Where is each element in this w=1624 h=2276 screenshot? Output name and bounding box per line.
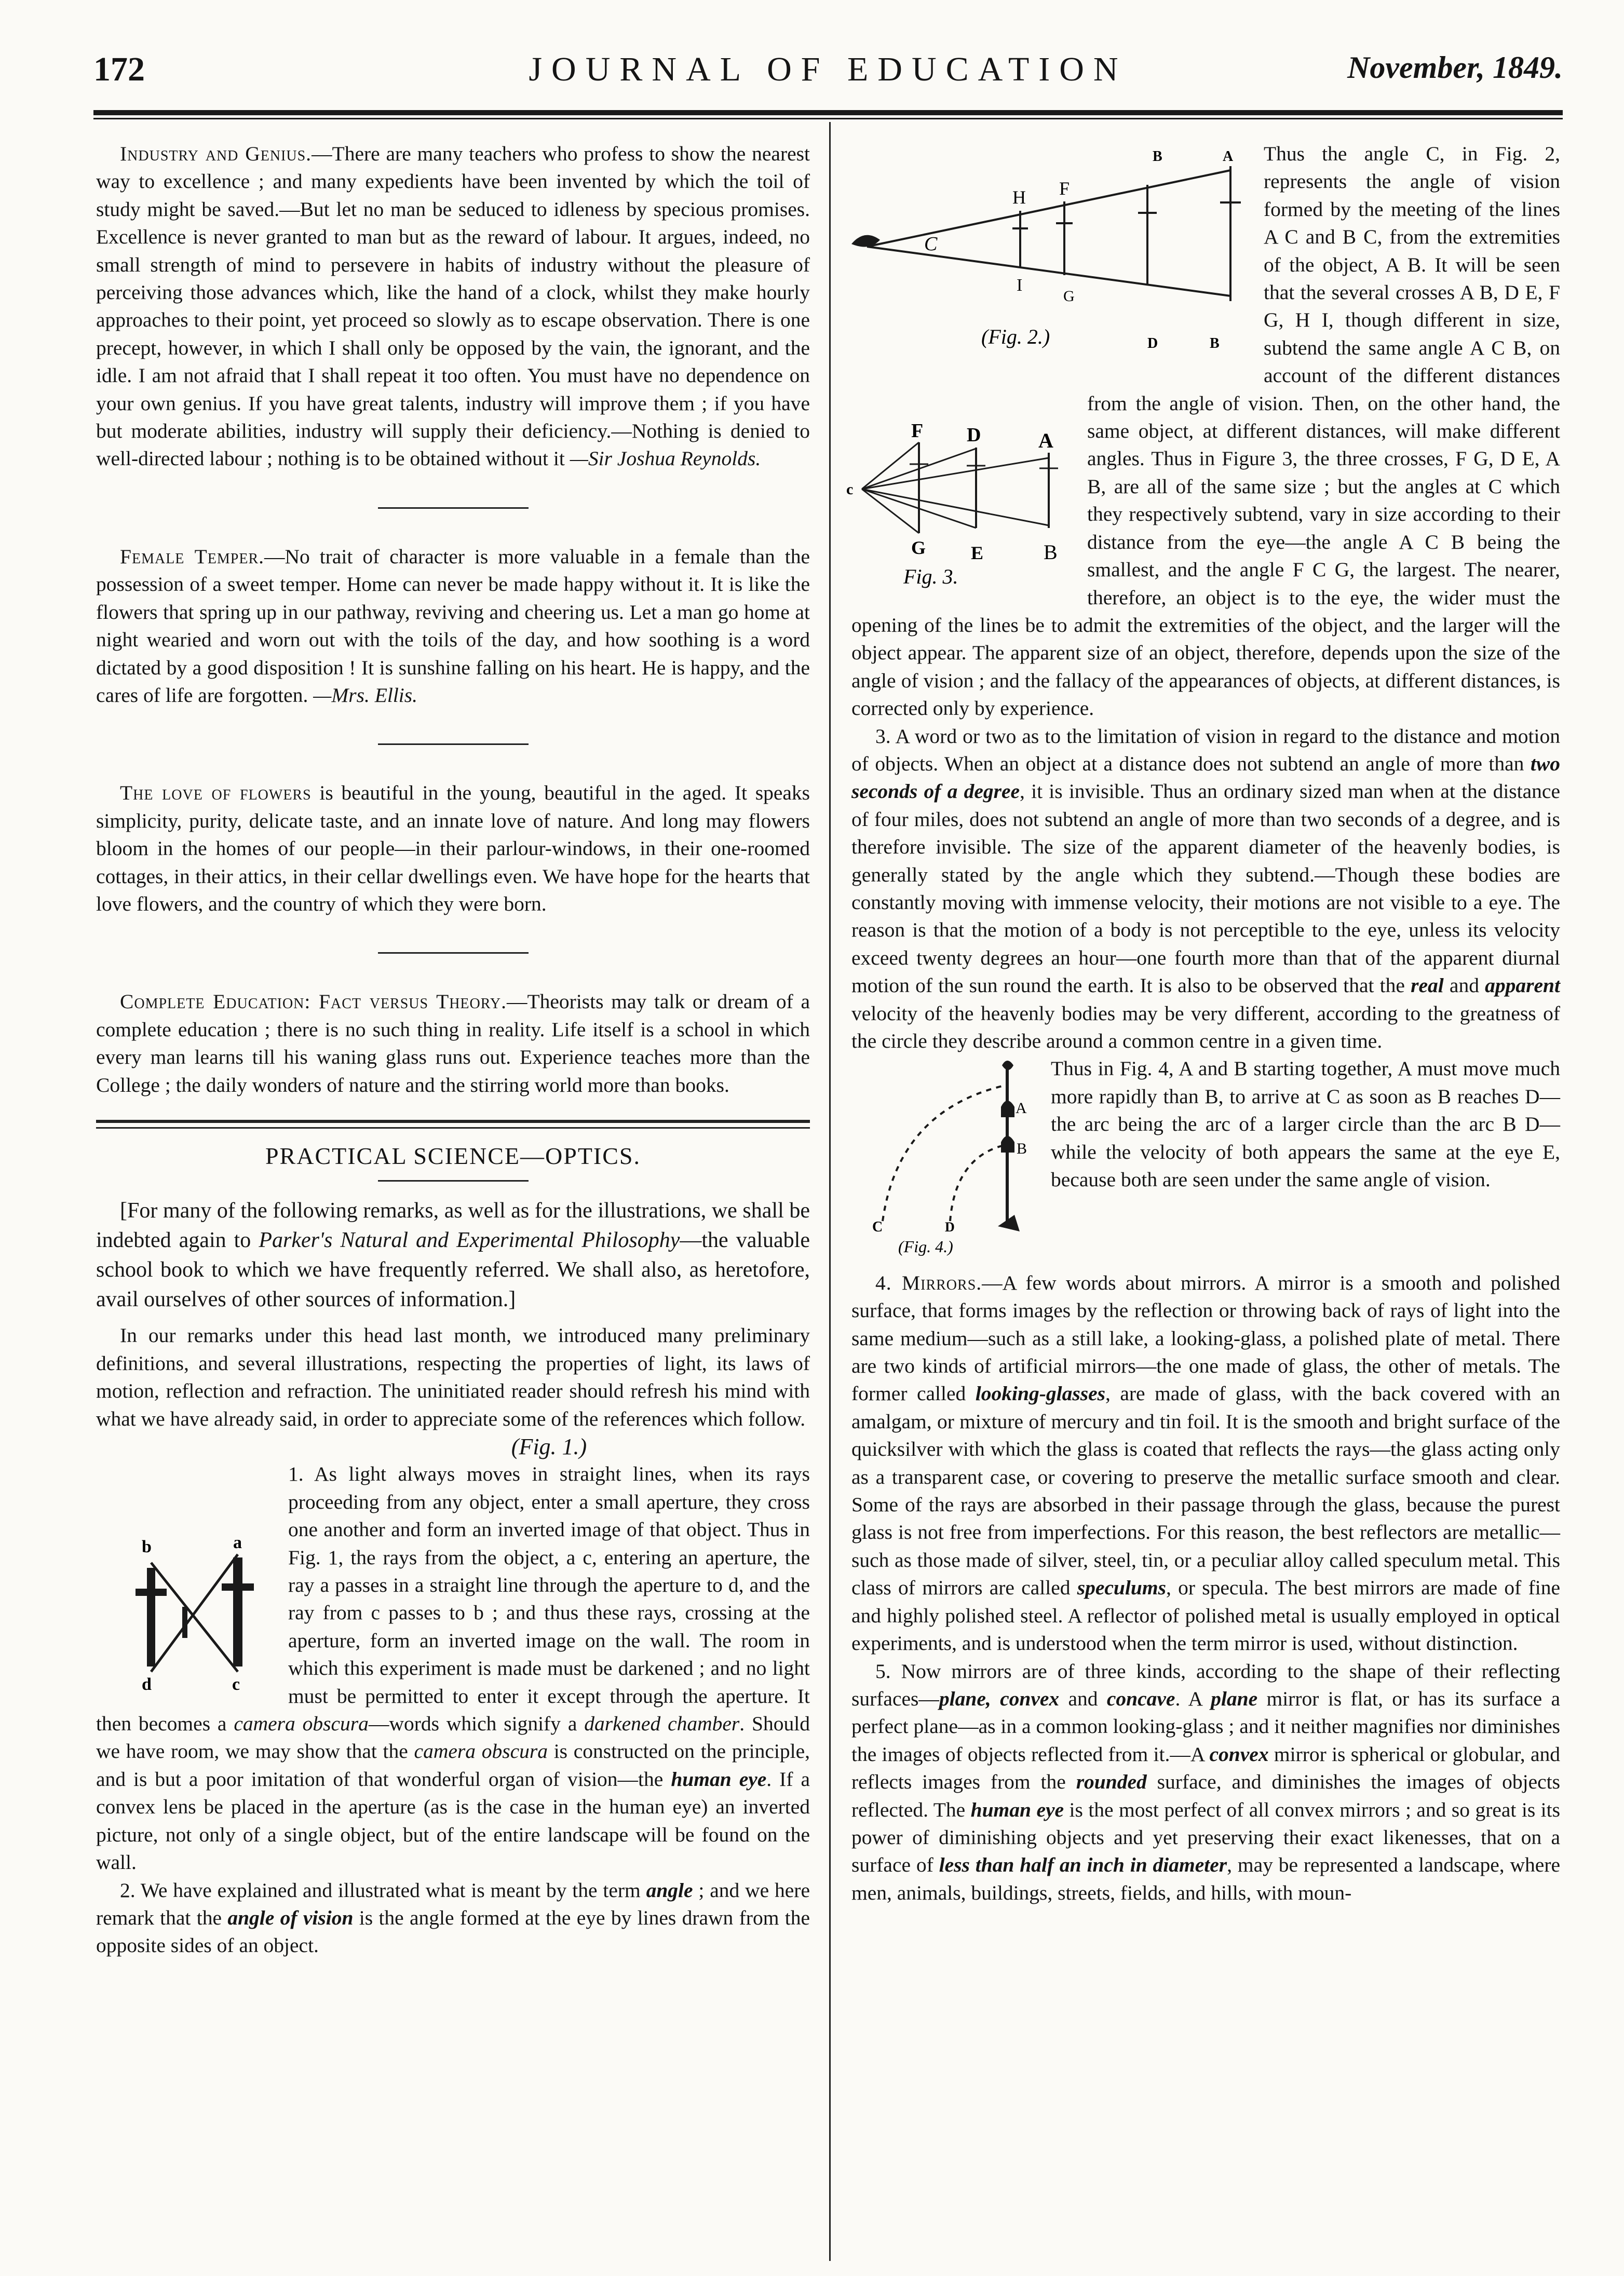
fig1-label-d: d — [142, 1675, 152, 1694]
term-speculums: speculums — [1077, 1576, 1166, 1600]
point-3-text: 3. A word or two as to the limitation of vision in regard to the distance and motion of objects. When an object at a distance does not subtend an angle of more than — [851, 724, 1560, 775]
fig4-arc-large — [883, 1086, 1002, 1221]
figure-3-caption: Fig. 3. — [903, 565, 958, 589]
term-real: real — [1411, 974, 1444, 997]
point-5-text-f: surface, and diminishes the images of objects reflected. The — [851, 1770, 1560, 1821]
article-complete-education — [96, 988, 810, 1099]
term-convex: convex — [1209, 1742, 1269, 1766]
article-body: —No trait of character is more valuable in a female than the possession of a sweet temper. Home can never be made happy without it. It is like the flowers that spring up in our pathway, reviving and cheering us. Let a man go home at night wearied and worn out with the toils of the day, and how soothing is a word dictated by a good disposition ! It is sunshine falling on his heart. He is happy, and the cares of life are forgotten. — [96, 545, 810, 707]
issue-date: November, 1849. — [1347, 50, 1563, 85]
fig3-label-d: D — [967, 424, 981, 446]
fig1-label-a: a — [233, 1533, 242, 1552]
article-author: —Sir Joshua Reynolds. — [564, 447, 761, 470]
fig3-line-cf — [862, 442, 919, 489]
point-1-text-b: —words which signify a — [368, 1712, 585, 1736]
section-heading: PRACTICAL SCIENCE—OPTICS. — [265, 1142, 641, 1169]
point-1-text: 1. As light always moves in straight lines, when its rays proceeding from any object, enter a small aperture, they cross one another and form an inverted image of that object. Thus in Fig. 1, the rays from the object, a c, entering an aperture, the ray a passes in a straight line through the aperture to d, and the ray from c passes to b ; and thus these rays, crossing at the aperture, form an inverted image on the wall. The room in which this experiment is made must be darkened ; and no light must be permitted to enter it except through the aperture. It then becomes a — [96, 1462, 810, 1736]
fig2-line-ac — [867, 170, 1230, 247]
article-author: —Mrs. Ellis. — [313, 683, 418, 707]
point-4-text-b: , are made of glass, with the back covered with an amalgam, or mixture of mercury and tin foil. It is the smooth and bright surface of the quicksilver with which the glass is coated that reflects the rays—the glass acting only as a transparent case, or covering to preserve the metallic surface smooth and clear. Some of the rays are absorbed in their passage through the glass, because the purest glass is not free from imperfections. For this reason, the best reflectors are metallic—such as those made of silver, steel, tin, or a peculiar alloy called speculum metal. This class of mirrors are called — [851, 1382, 1560, 1600]
fig1-label-b: b — [142, 1537, 152, 1556]
figure-4 — [862, 1055, 1038, 1265]
term-concave: concave — [1106, 1687, 1175, 1710]
optics-point-2 — [96, 1877, 810, 1960]
optics-point-5 — [851, 1658, 1560, 1907]
page-number: 172 — [93, 50, 145, 88]
point-2-text-b: ; and we here remark that the — [96, 1878, 810, 1929]
term-camera-obscura: camera obscura — [234, 1712, 369, 1736]
figures-2-3-text — [846, 140, 1560, 723]
figure-3 — [846, 416, 1075, 600]
fig4-marker-b — [1001, 1136, 1014, 1153]
fig1-left-cross — [136, 1589, 167, 1596]
heading-rule — [378, 1180, 529, 1182]
book-title: Parker's Natural and Experimental Philosophy — [259, 1228, 680, 1253]
intro-text-end: —the valuable school book to which we have frequently referred. We shall also, as heretofore, avail ourselves of other sources of information.] — [96, 1228, 810, 1312]
article-body: —There are many teachers who profess to show the nearest way to excellence ; and many expedients have been invented by which the toil of study might be saved.—But let no man be seduced to idleness by specious promises. Excellence is never granted to man but as the reward of labour. It argues, indeed, no small strength of mind to persevere in habits of industry without the pleasure of perceiving those advances which, like the hand of a clock, whilst they make hourly approaches to their point, yet proceed so slowly as to escape observation. There is one precept, however, in which I shall only be opposed by the vain, the ignorant, and the idle. I am not afraid that I shall repeat it too often. You must have no dependence on your own genius. If you have great talents, industry will improve them ; if you have but moderate abilities, industry will supply their deficiency.—Nothing is denied to well-directed labour ; nothing is to be obtained without it — [96, 142, 810, 470]
optics-point-3 — [851, 723, 1560, 1055]
fig1-right-bar — [233, 1557, 242, 1667]
separator-rule — [378, 507, 529, 509]
figure-3-diagram — [846, 416, 1075, 593]
article-body: is beautiful in the young, beautiful in the aged. It speaks simplicity, purity, delicate taste, and an innate love of nature. And long may flowers bloom in the homes of our people—in their parlour-windows, in their one-roomed cottages, in their attics, in their cellar dwellings even. We have hope for the hearts that love flowers, and the country of which they were born. — [96, 781, 810, 915]
fig3-label-a: A — [1038, 429, 1053, 453]
point-3-text-d: velocity of the heavenly bodies may be very different, according to the greatness of the circle they describe around a common centre in a given time. — [851, 1001, 1560, 1052]
article-industry-genius — [96, 140, 810, 473]
figure-2-diagram — [846, 140, 1251, 358]
term-darkened-chamber: darkened chamber — [584, 1712, 740, 1736]
fig4-marker-a — [1001, 1101, 1014, 1117]
term-human-eye: human eye — [671, 1767, 767, 1791]
fig4-label-a: A — [1016, 1100, 1027, 1117]
fig3-line-cg — [862, 489, 919, 533]
figure-1-caption: (Fig. 1.) — [511, 1434, 587, 1459]
fig2-label-c: C — [924, 233, 938, 255]
header-rule-thin — [93, 118, 1563, 119]
term-plane-convex: plane, convex — [939, 1687, 1060, 1710]
article-body: —Theorists may talk or dream of a complete education ; there is no such thing in reality. Life itself is a school in which every man learns till his waning glass runs out. Experience teaches more than the College ; the daily wonders of nature and the stirring world more than books. — [96, 990, 810, 1096]
fig4-label-b: B — [1017, 1140, 1027, 1158]
article-title: The love of flowers — [120, 781, 312, 805]
article-title: Industry and Genius. — [120, 142, 312, 165]
term-human-eye-2: human eye — [970, 1798, 1064, 1821]
optics-remarks: In our remarks under this head last month, we introduced many preliminary definitions, and several illustrations, respecting the properties of light, its laws of motion, reflection and refraction. The uninitiated reader should refresh his mind with what we have already said, in order to appreciate some of the references which follow. — [96, 1324, 810, 1430]
left-column — [96, 140, 810, 1960]
optics-intro — [96, 1196, 810, 1315]
term-angle: angle — [646, 1878, 693, 1902]
point-3-text-b: , it is invisible. Thus an ordinary sized man when at the distance of four miles, does not subtend an angle of more than two seconds of a degree, and is therefore invisible. The size of the apparent diameter of the heavenly bodies, is generally stated by the angle which they subtend.—Though these bodies are constantly moving with immense velocity, their motions are not visible to a eye. The reason is that the motion of a body is not perceptible to the eye, unless its velocity exceed twenty degrees an hour—one fourth more than that of the apparent diurnal motion of the sun round the earth. It is also to be observed that the — [851, 780, 1560, 997]
article-female-temper — [96, 543, 810, 709]
point-2-text-c: is the angle formed at the eye by lines drawn from the opposite sides of an object. — [96, 1906, 810, 1957]
point-4-text: —A few words about mirrors. A mirror is a smooth and polished surface, that forms images by the reflection or throwing back of rays of light into the same medium—such as a still lake, a looking-glass, a polished plate of metal. There are two kinds of artificial mirrors—the one made of glass, the other of metals. The former called — [851, 1271, 1560, 1405]
section-double-rule — [96, 1120, 810, 1129]
point-5-text-e: mirror is spherical or globular, and reflects images from the — [851, 1742, 1560, 1794]
term-plane: plane — [1211, 1687, 1258, 1710]
fig3-label-b: B — [1044, 540, 1058, 564]
point-5-text-d: mirror is flat, or has its surface a perfect plane—as in a common looking-glass ; and it neither magnifies nor diminishes the images of objects reflected from it.—A — [851, 1687, 1560, 1766]
figures-2-3-body: Thus the angle C, in Fig. 2, represents the angle of vision formed by the meeting of the lines A C and B C, from the extremities of the object, A B. It will be seen that the several crosses A B, D E, F G, H I, though different in size, subtend the same angle A C B, on account of the different distances from the angle of vision. Then, on the other hand, the same object, at different distances, will make different angles. Thus in Figure 3, the three crosses, F G, D E, A B, are all of the same size ; but the angles at C which they respectively subtend, vary in size according to their distance from the eye—the angle A C B being the smallest, and the angle F C G, the largest. The nearer, therefore, an object is to the eye, the wider must the opening of the lines be to admit the extremities of the object, and the larger will the object appear. The apparent size of an object, therefore, depends upon the size of the angle of vision ; and the fallacy of the appearances of objects, at different distances, is corrected only by experience. — [851, 142, 1560, 720]
figure-1-diagram — [120, 1532, 276, 1698]
point-1-text-d: is constructed on the principle, and is but a poor imitation of that wonderful organ of vision—the — [96, 1740, 810, 1791]
fig3-label-g: G — [911, 537, 926, 559]
point-3-text-c: and — [1443, 974, 1485, 997]
fig2-label-h: H — [1012, 187, 1026, 208]
point-5-text-h: , may be represented a landscape, where men, animals, buildings, streets, fields, and hills, with moun- — [851, 1853, 1561, 1904]
intro-text: [For many of the following remarks, as well as for the illustrations, we shall be indebted again to — [96, 1199, 810, 1253]
term-angle-of-vision: angle of vision — [227, 1906, 354, 1929]
fig2-label-b-top: B — [1153, 148, 1162, 165]
fig4-arc-small — [950, 1146, 1002, 1221]
article-love-of-flowers — [96, 779, 810, 918]
point-2-text: 2. We have explained and illustrated what is meant by the term — [120, 1878, 646, 1902]
fig1-left-bar — [147, 1568, 155, 1667]
figure-4-text — [851, 1055, 1560, 1256]
fig2-line-bc — [867, 247, 1230, 296]
figure-2-caption: (Fig. 2.) — [981, 325, 1050, 348]
fig2-label-b-bottom: B — [1210, 335, 1220, 351]
fig2-label-a: A — [1223, 148, 1234, 165]
figure-2 — [846, 140, 1251, 365]
page-header — [93, 50, 1563, 97]
term-camera-obscura-2: camera obscura — [414, 1740, 548, 1763]
fig1-right-cross — [222, 1583, 254, 1591]
point-1-text-c: . Should we have room, we may show that the — [96, 1712, 810, 1763]
fig1-aperture — [182, 1607, 187, 1638]
figure-4-body: Thus in Fig. 4, A and B starting together, A must move much more rapidly than B, to arrive at C as soon as B reaches D—the arc being the arc of a larger circle than the arc B D—while the velocity of both appears the same at the eye E, because both are seen under the same angle of vision. — [1051, 1057, 1560, 1191]
term-apparent: apparent — [1485, 974, 1560, 997]
fig3-line-ca — [862, 458, 1049, 489]
point-5-text-c: . A — [1175, 1687, 1211, 1710]
fig4-label-c: C — [872, 1219, 883, 1236]
fig4-top-marker — [1002, 1061, 1013, 1070]
separator-rule — [378, 952, 529, 954]
figure-4-diagram — [862, 1055, 1038, 1257]
header-rule — [93, 110, 1563, 115]
fig3-label-f: F — [911, 420, 924, 442]
fig4-label-d: D — [945, 1220, 955, 1235]
figure-4-caption: (Fig. 4.) — [898, 1237, 953, 1256]
figure-1 — [96, 1532, 276, 1705]
term-half-inch: less than half an inch in diameter — [939, 1853, 1227, 1877]
fig2-label-f: F — [1059, 178, 1070, 199]
point-5-text-g: is the most perfect of all convex mirrors ; and so great is its power of diminishing objects and yet preserving their exact likenesses, that on a surface of — [851, 1798, 1560, 1877]
fig2-label-g: G — [1063, 288, 1075, 305]
fig3-label-e: E — [971, 543, 984, 564]
term-rounded: rounded — [1076, 1770, 1147, 1794]
column-separator — [829, 122, 831, 2261]
point-4-text-c: , or specula. The best mirrors are made of fine and highly polished steel. A reflector of polished metal is usually employed in optical experiments, and is understood when the term mirror is used, without distinction. — [851, 1576, 1560, 1655]
journal-title: JOURNAL OF EDUCATION — [529, 50, 1128, 88]
fig1-label-c: c — [232, 1675, 240, 1694]
point-1-text-e: . If a convex lens be placed in the aperture (as is the case in the human eye) an inverted picture, not only of a single object, but of the entire landscape will be found on the wall. — [96, 1767, 810, 1874]
optics-point-4-mirrors — [851, 1269, 1560, 1658]
separator-rule — [378, 743, 529, 745]
fig3-line-cb — [862, 489, 1049, 525]
point-5-text: 5. Now mirrors are of three kinds, according to the shape of their reflecting surfaces— — [851, 1659, 1560, 1710]
fig2-label-i: I — [1017, 276, 1023, 295]
term-looking-glasses: looking-glasses — [975, 1382, 1105, 1405]
fig3-label-c: c — [846, 481, 854, 498]
right-column — [846, 140, 1561, 1907]
point-5-text-b: and — [1059, 1687, 1107, 1710]
fig2-label-d: D — [1147, 335, 1158, 351]
term-two-seconds: two seconds of a degree — [851, 752, 1560, 803]
article-title: Complete Education: Fact versus Theory. — [120, 990, 507, 1013]
point-4-title: 4. Mirrors. — [875, 1271, 982, 1294]
article-title: Female Temper. — [120, 545, 265, 568]
